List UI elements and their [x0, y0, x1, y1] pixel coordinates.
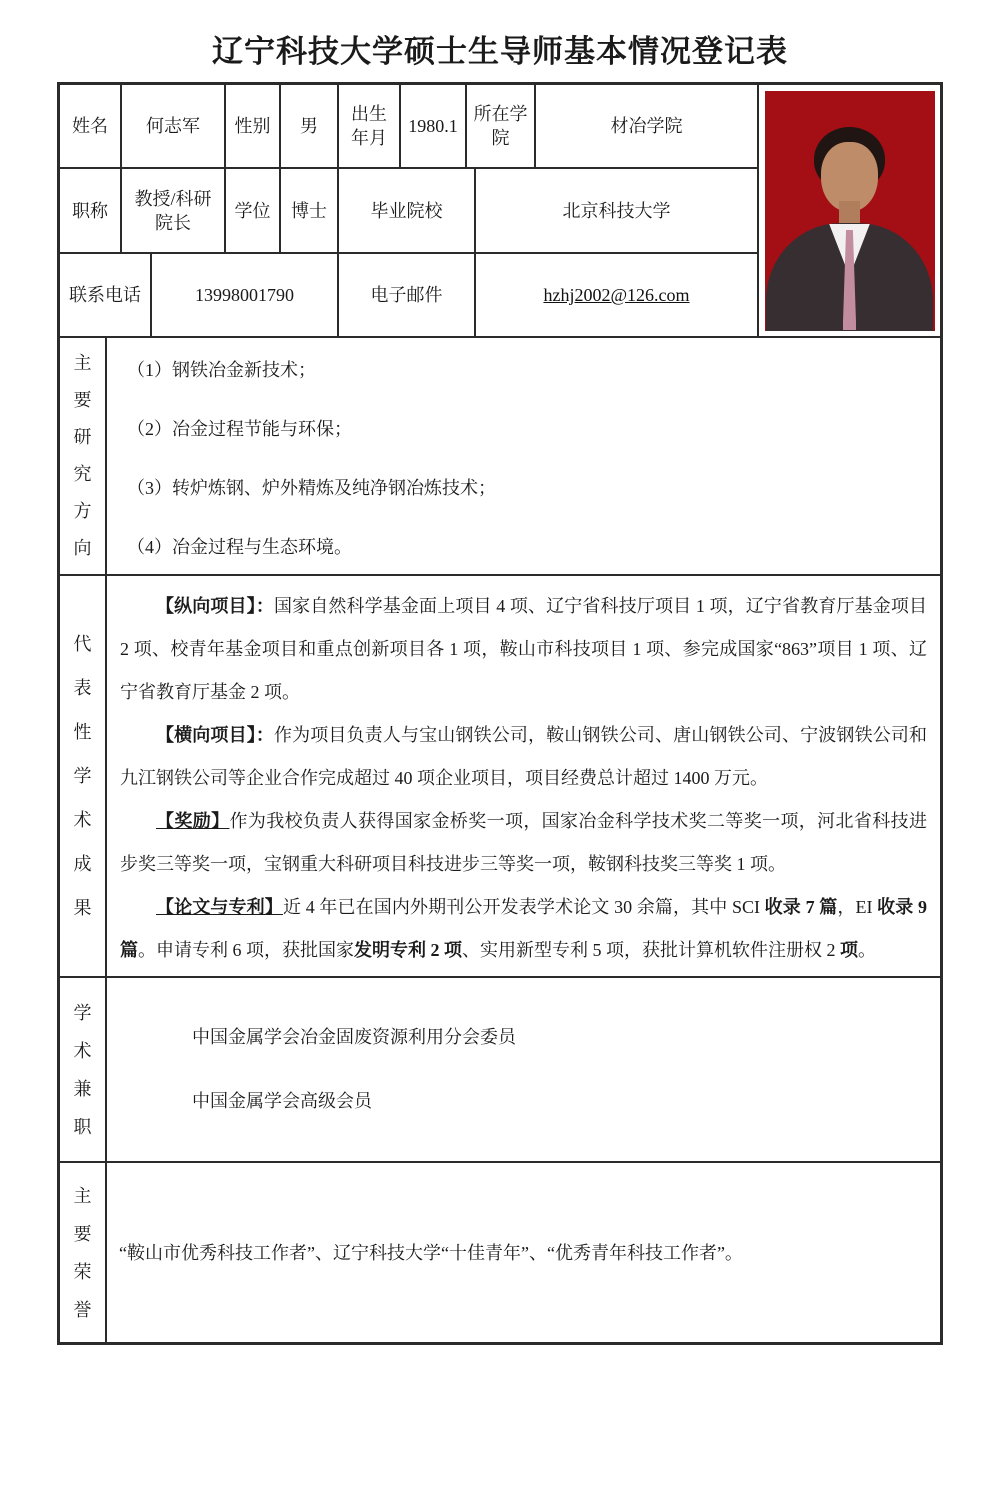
achievements-label-cell [60, 576, 107, 976]
papers-patents-heading: 【论文与专利】 [156, 897, 283, 917]
honors-content [107, 1163, 940, 1342]
phone-value: 13998001790 [152, 254, 339, 336]
awards-heading: 【奖励】 [156, 811, 230, 831]
college-value: 材冶学院 [610, 116, 683, 136]
research-item: （3）转炉炼钢、炉外精炼及纯净钢冶炼技术； [127, 478, 496, 498]
papers-patents-text: 。 [858, 940, 876, 960]
invention-patent-bold: 发明专利 2 项 [354, 940, 462, 960]
job-title-value: 教授/科研院长 [122, 169, 226, 252]
honors-section [60, 1163, 940, 1342]
awards-paragraph [120, 800, 927, 886]
research-directions-content [107, 338, 940, 574]
email-link[interactable]: hzhj2002@126.com [543, 285, 690, 305]
research-item: （1）钢铁冶金新技术； [127, 360, 316, 380]
memberships-section [60, 978, 940, 1163]
page-title: 辽宁科技大学硕士生导师基本情况登记表 [212, 34, 788, 69]
table-row [60, 169, 757, 254]
table-row [60, 85, 757, 169]
gender-label: 性别 [226, 85, 281, 167]
horizontal-projects-heading: 【横向项目】： [156, 725, 274, 745]
email-cell [476, 254, 757, 336]
membership-item: 中国金属学会高级会员 [192, 1091, 372, 1111]
research-directions-label-cell [60, 338, 107, 574]
birth-label: 出生年月 [339, 85, 401, 167]
papers-patents-text: 。申请专利 6 项，获批国家 [138, 940, 354, 960]
honors-label: 主要荣誉 [73, 1185, 92, 1320]
personal-info-grid [60, 85, 757, 336]
memberships-label: 学术兼职 [73, 1002, 92, 1137]
photo-cell [757, 85, 940, 336]
vertical-projects-text: 国家自然科学基金面上项目 4 项、辽宁省科技厅项目 1 项，辽宁省教育厅基金项目 2 项、校青年基金项目和重点创新项目各 1 项，鞍山市科技项目 1 项、参完成国家“863”项目 1 项、辽宁省教育厅基金 2 项。 [120, 596, 928, 702]
birth-value: 1980.1 [401, 85, 467, 167]
papers-patents-text: ，EI [837, 897, 878, 917]
name-value: 何志军 [122, 85, 226, 167]
degree-value: 博士 [281, 169, 339, 252]
name-label: 姓名 [60, 85, 122, 167]
registration-table [57, 82, 943, 1345]
school-value: 北京科技大学 [562, 200, 671, 221]
email-label: 电子邮件 [339, 254, 476, 336]
personal-info-block [60, 85, 940, 338]
research-directions-section [60, 338, 940, 576]
item-bold: 项 [840, 940, 858, 960]
phone-label: 联系电话 [60, 254, 152, 336]
horizontal-projects-paragraph [120, 714, 927, 800]
memberships-content [107, 978, 940, 1161]
research-directions-label: 主要研究方向 [73, 353, 92, 558]
table-row [60, 254, 757, 336]
vertical-projects-paragraph [120, 585, 927, 714]
sci-count-bold: 收录 7 篇 [764, 897, 838, 917]
portrait-photo [765, 91, 935, 331]
college-label: 所在学院 [467, 85, 536, 167]
memberships-label-cell [60, 978, 107, 1161]
papers-patents-text: 近 4 年已在国内外期刊公开发表学术论文 30 余篇，其中 SCI [282, 897, 765, 917]
ei-count-bold: 收录 9 篇 [120, 897, 928, 960]
research-item: （2）冶金过程节能与环保； [127, 419, 352, 439]
papers-patents-text: 、实用新型专利 5 项，获批计算机软件注册权 2 [462, 940, 840, 960]
gender-value: 男 [281, 85, 339, 167]
job-title-label: 职称 [60, 169, 122, 252]
horizontal-projects-text: 作为项目负责人与宝山钢铁公司，鞍山钢铁公司、唐山钢铁公司、宁波钢铁公司和九江钢铁公司等企业合作完成超过 40 项企业项目，项目经费总计超过 1400 万元。 [120, 725, 927, 788]
vertical-projects-heading: 【纵向项目】： [156, 596, 274, 616]
papers-patents-paragraph [120, 886, 927, 972]
research-item: （4）冶金过程与生态环境。 [127, 537, 352, 557]
honors-text: “鞍山市优秀科技工作者”、辽宁科技大学“十佳青年”、“优秀青年科技工作者”。 [119, 1242, 743, 1263]
achievements-section [60, 576, 940, 978]
achievements-content [107, 576, 940, 976]
degree-label: 学位 [226, 169, 281, 252]
awards-text: 作为我校负责人获得国家金桥奖一项，国家冶金科学技术奖二等奖一项，河北省科技进步奖三等奖一项，宝钢重大科研项目科技进步三等奖一项，鞍钢科技奖三等奖 1 项。 [120, 811, 928, 874]
membership-item: 中国金属学会冶金固废资源利用分会委员 [192, 1027, 516, 1047]
school-label: 毕业院校 [339, 169, 476, 252]
achievements-label: 代表性学术成果 [73, 634, 92, 918]
honors-label-cell [60, 1163, 107, 1342]
